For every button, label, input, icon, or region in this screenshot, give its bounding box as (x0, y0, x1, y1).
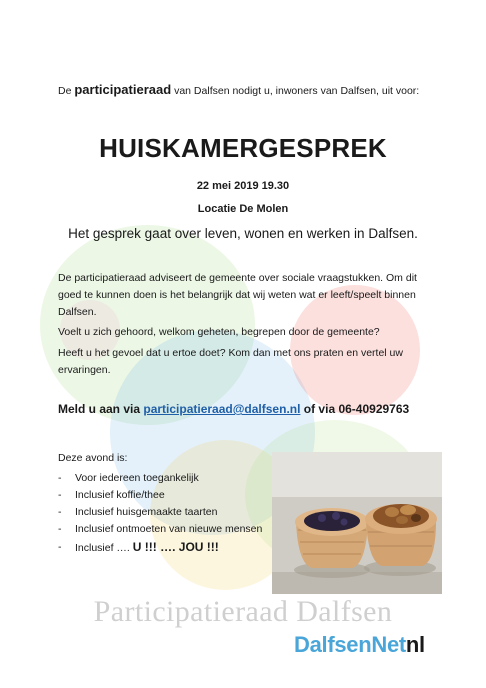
tonight-label: Deze avond is: (58, 452, 128, 464)
brand-part1: DalfsenNet (294, 632, 406, 657)
signup-prefix: Meld u aan via (58, 402, 144, 416)
last-item-emphasis: U !!! …. JOU !!! (132, 540, 219, 554)
paragraph-invite: Heeft u het gevoel dat u ertoe doet? Kom dan met ons praten en vertel uw ervaringen. (58, 347, 403, 376)
list-item-last (58, 539, 268, 556)
paragraph-question: Voelt u zich gehoord, welkom geheten, begrepen door de gemeente? (58, 326, 380, 338)
intro-prefix: De (58, 85, 75, 97)
features-list (58, 470, 268, 557)
event-date: 22 mei 2019 19.30 (196, 180, 290, 192)
signup-line (58, 402, 409, 416)
list-item (58, 504, 268, 520)
dalfsennet-logo[interactable] (294, 632, 425, 658)
last-item-prefix: Inclusief …. (75, 542, 133, 554)
intro-keyword: participatieraad (74, 82, 172, 97)
signup-middle: of via (300, 402, 339, 416)
brand-part2: nl (405, 632, 425, 657)
tarts-illustration (272, 452, 442, 594)
list-item-text: Inclusief koffie/thee (75, 489, 165, 501)
signup-email-link[interactable]: participatieraad@dalfsen.nl (143, 402, 301, 416)
intro-line (58, 82, 419, 97)
list-item (58, 521, 268, 537)
paragraph-about: De participatieraad adviseert de gemeente over sociale vraagstukken. Om dit goed te kunnen doen is het belangrijk dat wij weten wat er leeft/speelt binnen Dalfsen. (58, 272, 417, 318)
signup-phone: 06-40929763 (338, 402, 410, 416)
dash-icon: - (58, 541, 62, 553)
dash-icon: - (58, 523, 62, 535)
event-location: Locatie De Molen (197, 203, 289, 215)
list-item (58, 470, 268, 486)
list-item-text: Voor iedereen toegankelijk (75, 472, 199, 484)
list-item-text: Inclusief ontmoeten van nieuwe mensen (75, 523, 263, 535)
dash-icon: - (58, 489, 62, 501)
tarts-photo (272, 452, 442, 594)
dash-icon: - (58, 506, 62, 518)
list-item (58, 487, 268, 503)
event-title: HUISKAMERGESPREK (99, 133, 387, 163)
list-item-text: Inclusief huisgemaakte taarten (75, 506, 218, 518)
event-subject: Het gesprek gaat over leven, wonen en werken in Dalfsen. (68, 226, 418, 241)
intro-suffix: van Dalfsen nodigt u, inwoners van Dalfsen, uit voor: (171, 85, 420, 97)
dash-icon: - (58, 472, 62, 484)
watermark-organisation-name: Participatieraad Dalfsen (93, 595, 393, 628)
